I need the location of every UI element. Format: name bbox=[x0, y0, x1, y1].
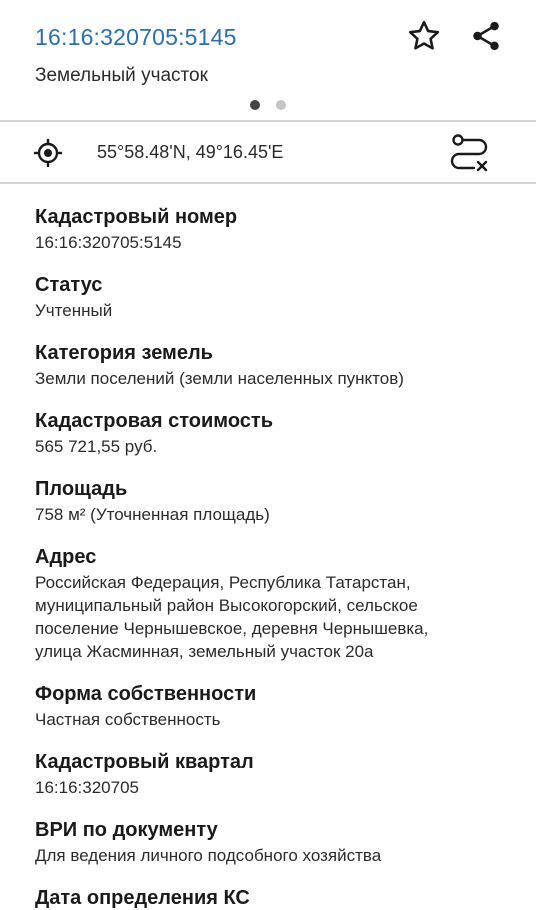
field-status bbox=[35, 272, 536, 322]
cadastral-number-title[interactable]: 16:16:320705:5145 bbox=[35, 24, 237, 50]
field-label: Кадастровая стоимость bbox=[35, 410, 273, 432]
star-icon bbox=[406, 18, 442, 54]
header bbox=[0, 0, 536, 120]
field-label: Кадастровый номер bbox=[35, 206, 238, 228]
favorite-button[interactable] bbox=[404, 16, 444, 56]
share-icon bbox=[469, 19, 503, 53]
route-icon[interactable] bbox=[448, 133, 490, 173]
field-cadastral-value bbox=[35, 408, 536, 458]
page-dot-active[interactable] bbox=[250, 100, 260, 110]
field-label: Статус bbox=[35, 274, 103, 296]
page-dot[interactable] bbox=[276, 100, 286, 110]
field-value[interactable]: 16:16:320705:5145 bbox=[35, 233, 182, 252]
field-value[interactable]: 758 м² (Уточненная площадь) bbox=[35, 505, 270, 524]
field-label: Дата определения КС bbox=[35, 887, 250, 909]
field-valuation-date bbox=[35, 885, 536, 910]
field-value[interactable]: Земли поселений (земли населенных пунктов) bbox=[35, 369, 404, 388]
field-value[interactable]: Российская Федерация, Республика Татарстан, муниципальный район Высокогорский, сельское поселение Чернышевское, деревня Чернышевка, улица Жасминная, земельный участок 20а bbox=[35, 573, 429, 661]
field-label: Кадастровый квартал bbox=[35, 751, 254, 773]
target-icon[interactable] bbox=[32, 137, 64, 169]
coordinates-row bbox=[0, 122, 536, 182]
field-area bbox=[35, 476, 536, 526]
field-land-category bbox=[35, 340, 536, 390]
field-label: Площадь bbox=[35, 478, 128, 500]
field-ownership bbox=[35, 681, 536, 731]
field-label: ВРИ по документу bbox=[35, 819, 218, 841]
property-details bbox=[0, 184, 536, 910]
share-button[interactable] bbox=[466, 16, 506, 56]
field-label: Категория земель bbox=[35, 342, 213, 364]
page-indicator bbox=[250, 100, 286, 110]
field-value[interactable]: 565 721,55 руб. bbox=[35, 437, 158, 456]
field-value[interactable]: 16:16:320705 bbox=[35, 778, 139, 797]
field-address bbox=[35, 544, 536, 663]
field-cadastral-number bbox=[35, 204, 536, 254]
coordinates-text[interactable]: 55°58.48'N, 49°16.45'E bbox=[97, 142, 284, 162]
field-label: Адрес bbox=[35, 546, 97, 568]
field-value[interactable]: Для ведения личного подсобного хозяйства bbox=[35, 846, 382, 865]
field-value[interactable]: Учтенный bbox=[35, 301, 113, 320]
field-permitted-use bbox=[35, 817, 536, 867]
field-cadastral-quarter bbox=[35, 749, 536, 799]
field-label: Форма собственности bbox=[35, 683, 257, 705]
object-type-subtitle: Земельный участок bbox=[35, 65, 208, 86]
field-value[interactable]: Частная собственность bbox=[35, 710, 221, 729]
